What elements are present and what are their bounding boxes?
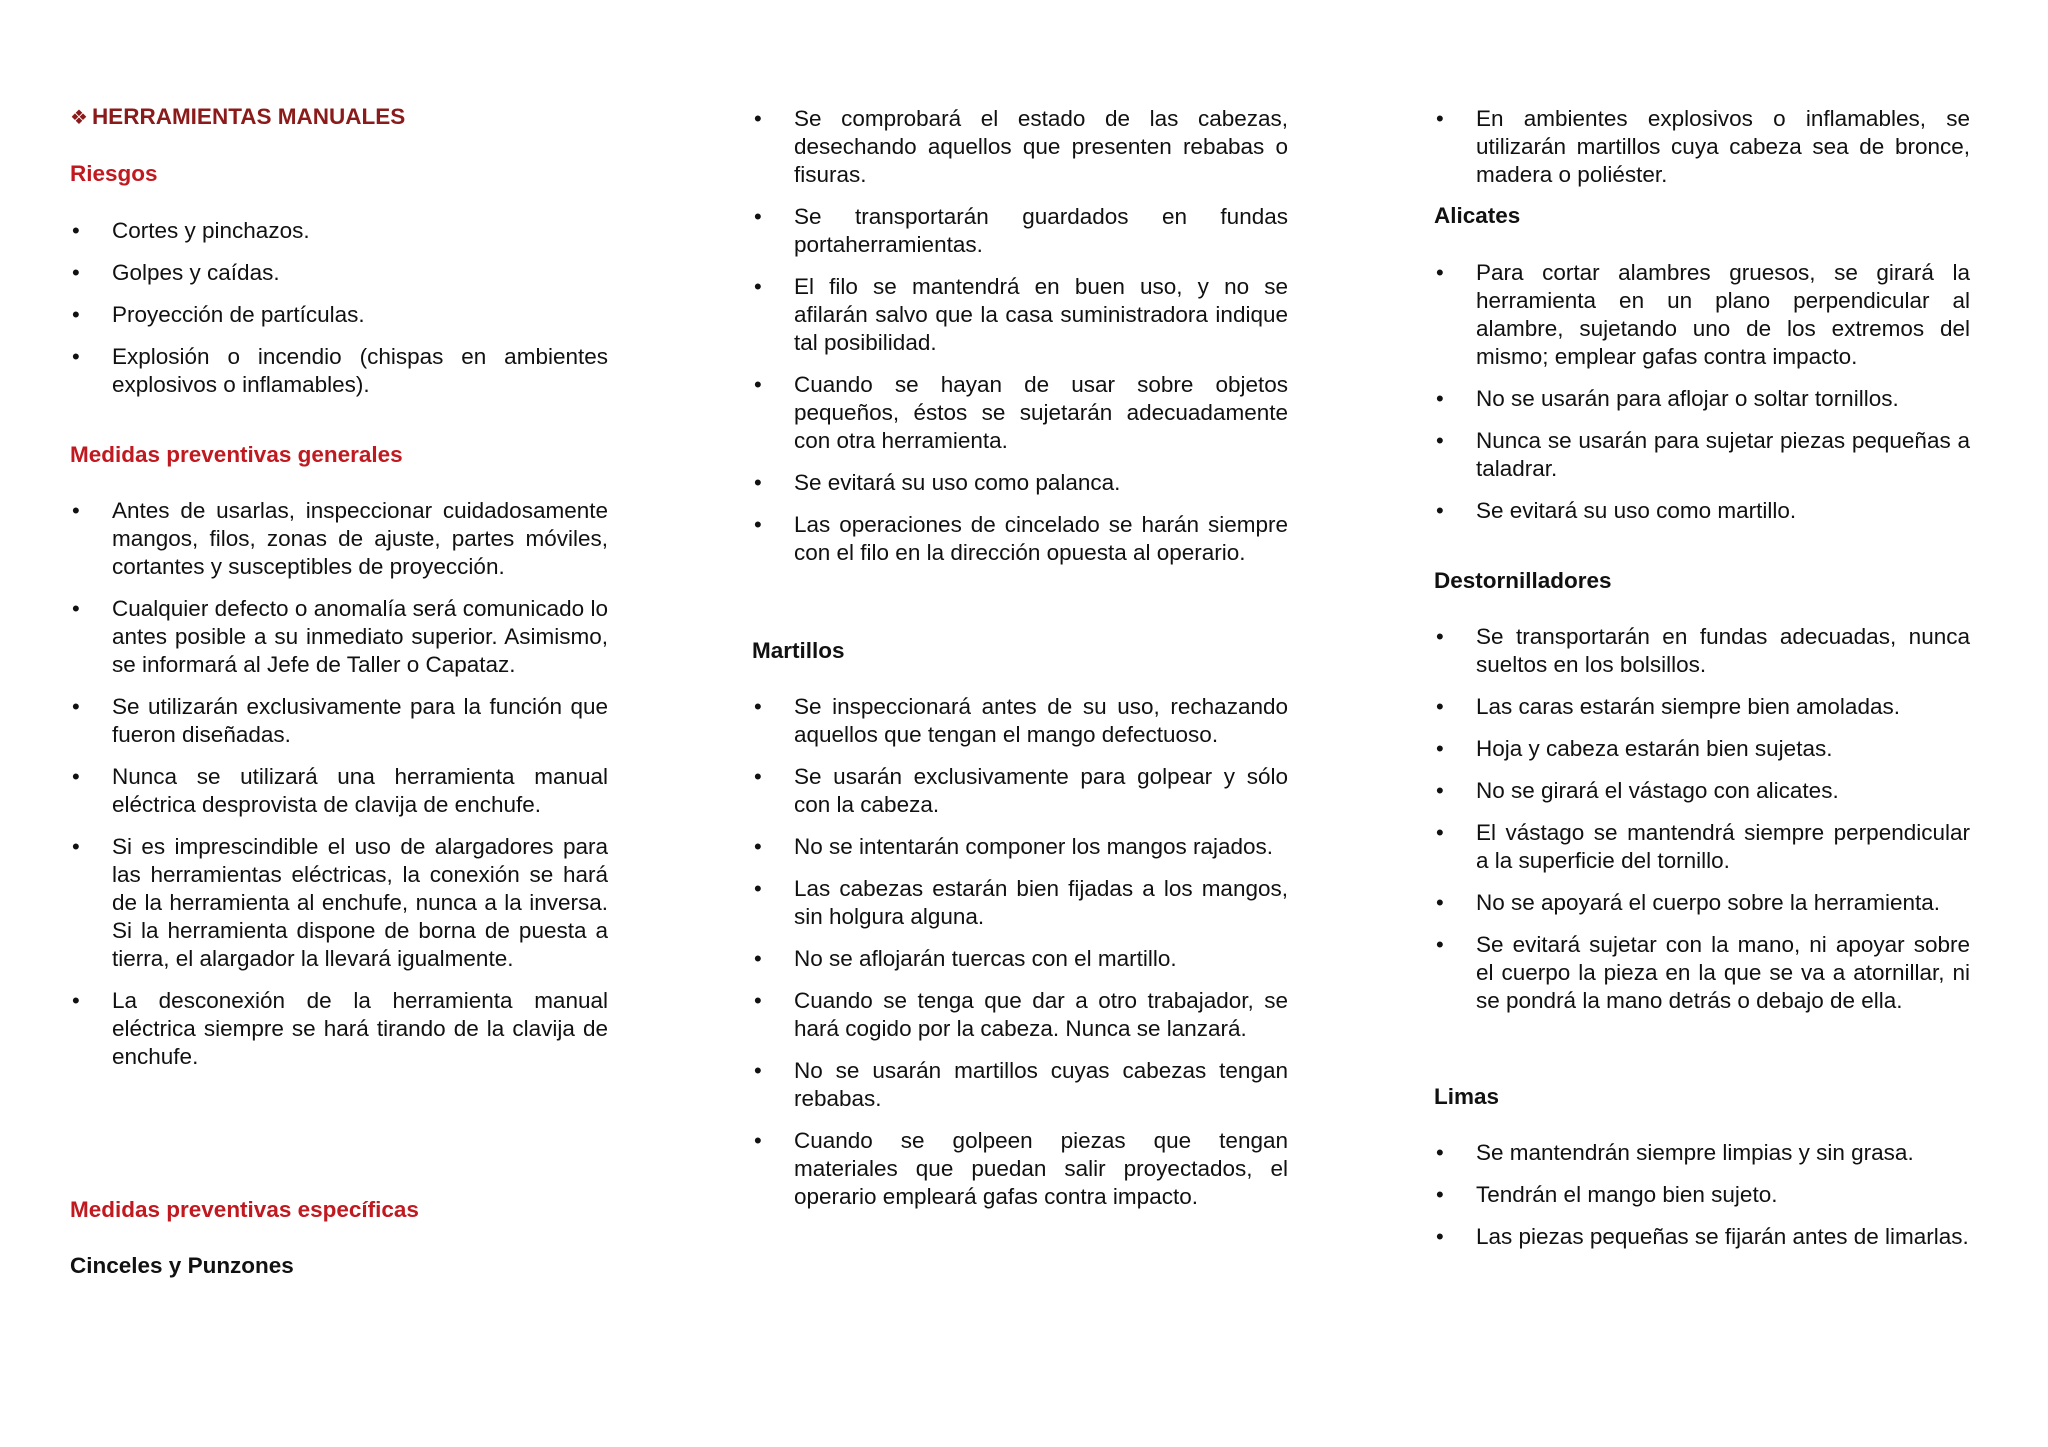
list-item: • Las operaciones de cincelado se harán siempre con el filo en la dirección opuesta al operario.: [752, 511, 1288, 567]
list-item: • Tendrán el mango bien sujeto.: [1434, 1181, 1970, 1209]
limas-heading: Limas: [1434, 1084, 1500, 1109]
list-item: • Hoja y cabeza estarán bien sujetas.: [1434, 735, 1970, 763]
medidas-especificas-heading: Medidas preventivas específicas: [70, 1197, 419, 1222]
list-item: • No se intentarán componer los mangos rajados.: [752, 833, 1288, 861]
list-item: • Explosión o incendio (chispas en ambientes explosivos o inflamables).: [70, 343, 608, 399]
martillos-heading: Martillos: [752, 638, 845, 663]
list-item: • No se aflojarán tuercas con el martillo.: [752, 945, 1288, 973]
limas-list: [1434, 1139, 1970, 1265]
medidas-generales-list: [70, 497, 608, 1085]
list-item: • Cuando se hayan de usar sobre objetos pequeños, éstos se sujetarán adecuadamente con otra herramienta.: [752, 371, 1288, 455]
destornilladores-list: [1434, 623, 1970, 1029]
martillos-list: [752, 693, 1288, 1225]
list-item: • No se usarán para aflojar o soltar tornillos.: [1434, 385, 1970, 413]
alicates-heading: Alicates: [1434, 203, 1521, 228]
riesgos-heading: Riesgos: [70, 161, 158, 186]
list-item: • Se utilizarán exclusivamente para la función que fueron diseñadas.: [70, 693, 608, 749]
list-item: • Se usarán exclusivamente para golpear y sólo con la cabeza.: [752, 763, 1288, 819]
list-item: • Se mantendrán siempre limpias y sin grasa.: [1434, 1139, 1970, 1167]
list-item: • No se usarán martillos cuyas cabezas tengan rebabas.: [752, 1057, 1288, 1113]
list-item: • Las caras estarán siempre bien amoladas.: [1434, 693, 1970, 721]
list-item: • Se comprobará el estado de las cabezas, desechando aquellos que presenten rebabas o fisuras.: [752, 105, 1288, 189]
destornilladores-heading: Destornilladores: [1434, 568, 1612, 593]
list-item: • No se apoyará el cuerpo sobre la herramienta.: [1434, 889, 1970, 917]
riesgos-list: [70, 217, 608, 413]
list-item: • Proyección de partículas.: [70, 301, 608, 329]
list-item: • Golpes y caídas.: [70, 259, 608, 287]
medidas-generales-heading: Medidas preventivas generales: [70, 442, 403, 467]
list-item: • El filo se mantendrá en buen uso, y no se afilarán salvo que la casa suministradora indique tal posibilidad.: [752, 273, 1288, 357]
list-item: • Nunca se utilizará una herramienta manual eléctrica desprovista de clavija de enchufe.: [70, 763, 608, 819]
list-item: • No se girará el vástago con alicates.: [1434, 777, 1970, 805]
alicates-list: [1434, 259, 1970, 539]
list-item: • Las piezas pequeñas se fijarán antes de limarlas.: [1434, 1223, 1970, 1251]
list-item: • Se inspeccionará antes de su uso, rechazando aquellos que tengan el mango defectuoso.: [752, 693, 1288, 749]
list-item: • Nunca se usarán para sujetar piezas pequeñas a taladrar.: [1434, 427, 1970, 483]
list-item: • Cuando se tenga que dar a otro trabajador, se hará cogido por la cabeza. Nunca se lanzará.: [752, 987, 1288, 1043]
list-item: • La desconexión de la herramienta manual eléctrica siempre se hará tirando de la clavija de enchufe.: [70, 987, 608, 1071]
list-item: • Cortes y pinchazos.: [70, 217, 608, 245]
cinceles-list: [752, 105, 1288, 581]
list-item: • Se evitará su uso como palanca.: [752, 469, 1288, 497]
list-item: • En ambientes explosivos o inflamables, se utilizarán martillos cuya cabeza sea de bronce, madera o poliéster.: [1434, 105, 1970, 189]
martillos-continued-list: [1434, 105, 1970, 203]
list-item: • Se transportarán guardados en fundas portaherramientas.: [752, 203, 1288, 259]
list-item: • Si es imprescindible el uso de alargadores para las herramientas eléctricas, la conexión se hará de la herramienta al enchufe, nunca a la inversa. Si la herramienta dispone de borna de puesta a tierra, el alargador la llevará igualmente.: [70, 833, 608, 973]
diamond-bullet-icon: ❖: [70, 107, 88, 129]
list-item: • Las cabezas estarán bien fijadas a los mangos, sin holgura alguna.: [752, 875, 1288, 931]
list-item: • Se evitará su uso como martillo.: [1434, 497, 1970, 525]
page-title: ❖ HERRAMIENTAS MANUALES: [70, 103, 405, 132]
list-item: • Se evitará sujetar con la mano, ni apoyar sobre el cuerpo la pieza en la que se va a atornillar, ni se pondrá la mano detrás o debajo de ella.: [1434, 931, 1970, 1015]
cinceles-heading: Cinceles y Punzones: [70, 1253, 294, 1278]
list-item: • Antes de usarlas, inspeccionar cuidadosamente mangos, filos, zonas de ajuste, partes móviles, cortantes y susceptibles de proyección.: [70, 497, 608, 581]
list-item: • Se transportarán en fundas adecuadas, nunca sueltos en los bolsillos.: [1434, 623, 1970, 679]
list-item: • Cualquier defecto o anomalía será comunicado lo antes posible a su inmediato superior. Asimismo, se informará al Jefe de Taller o Capataz.: [70, 595, 608, 679]
list-item: • Para cortar alambres gruesos, se girará la herramienta en un plano perpendicular al alambre, sujetando uno de los extremos del mismo; emplear gafas contra impacto.: [1434, 259, 1970, 371]
list-item: • Cuando se golpeen piezas que tengan materiales que puedan salir proyectados, el operario empleará gafas contra impacto.: [752, 1127, 1288, 1211]
list-item: • El vástago se mantendrá siempre perpendicular a la superficie del tornillo.: [1434, 819, 1970, 875]
